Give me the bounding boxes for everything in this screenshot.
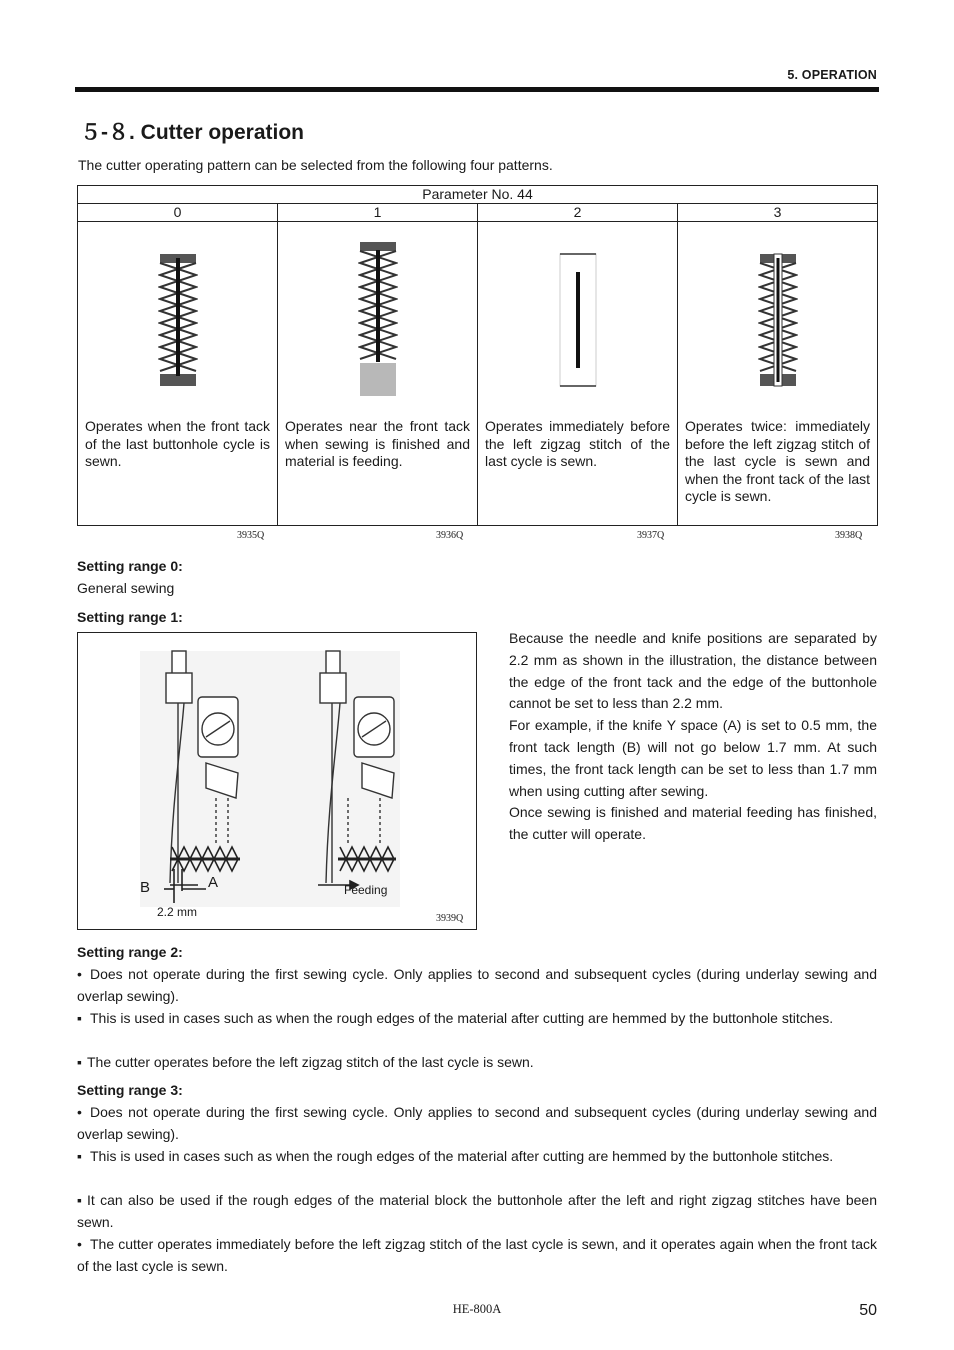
pattern-description: Operates when the front tack of the last buttonhole cycle is sewn. [85,418,270,470]
bullet-mark: ▪ [77,1148,82,1164]
list-item [77,1145,877,1167]
buttonhole-pattern-3-illustration [758,236,798,406]
bullet-text: Does not operate during the first sewing cycle. Only applies to second and subsequent cycles (during underlay sewing and overlap sewing). [77,1104,877,1142]
range1-heading: Setting range 1: [77,609,183,625]
header-rule [75,87,879,92]
section-title: ５-８. Cutter operation [80,121,304,144]
range2-heading: Setting range 2: [77,944,183,960]
figure-code: 3936Q [436,530,464,541]
page-number: 50 [859,1302,877,1319]
bullet-mark: ▪ [77,1054,82,1070]
pattern-description: Operates twice: immediately before the left zigzag stitch of the last cycle is sewn and when the front tack of the last cycle is sewn. [685,418,870,505]
list-item [77,963,877,1007]
range3-heading: Setting range 3: [77,1082,183,1098]
footer-model: HE-800A [452,1302,502,1316]
range0-text: General sewing [77,580,175,596]
intro-text: The cutter operating pattern can be selected from the following four patterns. [78,157,553,173]
figure-code: 3938Q [835,530,863,541]
list-item [77,1233,877,1277]
pattern-cell-3 [678,222,878,526]
buttonhole-pattern-2-illustration [558,236,598,406]
needle-knife-figure [77,632,477,930]
bullet-text: This is used in cases such as when the rough edges of the material after cutting are hemmed by the buttonhole stitches. [90,1148,834,1164]
pattern-description: Operates immediately before the left zigzag stitch of the last cycle is sewn. [485,418,670,470]
figure-code: 3935Q [237,530,265,541]
paragraph: For example, if the knife Y space (A) is set to 0.5 mm, the front tack length (B) will not go below 1.7 mm. At such times, the front tack length can be set to less than 1.7 mm when using cutting after sewing. [509,717,877,799]
bullet-text: The cutter operates immediately before the left zigzag stitch of the last cycle is sewn, and it operates again when the front tack of the last cycle is sewn. [77,1236,877,1274]
figure-code: 3937Q [637,530,665,541]
bullet-mark: ▪ [77,1010,82,1026]
bullet-text: The cutter operates before the left zigzag stitch of the last cycle is sewn. [87,1054,534,1070]
paragraph: Because the needle and knife positions are separated by 2.2 mm as shown in the illustration, the distance between the edge of the front tack and the edge of the buttonhole cannot be set to less than 2.2 mm. [509,630,877,712]
table-caption: Parameter No. 44 [78,186,878,204]
pattern-cell-2 [478,222,678,526]
label-b: B [140,879,151,896]
bullet-text: Does not operate during the first sewing cycle. Only applies to second and subsequent cycles (during underlay sewing and overlap sewing). [77,966,877,1004]
bullet-mark: ▪ [77,1192,82,1208]
running-header: 5. OPERATION [787,68,877,82]
buttonhole-pattern-1-illustration [358,236,398,406]
list-item [77,1051,877,1073]
pattern-cell-0 [78,222,278,526]
figure-code: 3939Q [436,913,464,924]
list-item [77,1101,877,1145]
label-a: A [208,874,219,891]
column-value: 2 [478,204,678,222]
column-value: 3 [678,204,878,222]
column-value: 1 [278,204,478,222]
label-dimension: 2.2 mm [157,905,198,919]
bullet-text: It can also be used if the rough edges of the material block the buttonhole after the left and right zigzag stitches have been sewn. [77,1192,877,1230]
needle-knife-illustration [78,633,476,929]
list-item [77,1007,877,1029]
pattern-cell-1 [278,222,478,526]
bullet-mark: • [77,1104,82,1120]
bullet-mark: • [77,1236,82,1252]
label-feeding: Feeding [344,883,388,897]
list-item [77,1189,877,1233]
column-value: 0 [78,204,278,222]
paragraph: Once sewing is finished and material feeding has finished, the cutter will operate. [509,804,877,843]
bullet-text: This is used in cases such as when the rough edges of the material after cutting are hemmed by the buttonhole stitches. [90,1010,834,1026]
parameter-table [77,185,878,526]
pattern-description: Operates near the front tack when sewing is finished and material is feeding. [285,418,470,470]
range0-heading: Setting range 0: [77,558,183,574]
bullet-mark: • [77,966,82,982]
buttonhole-pattern-0-illustration [158,236,198,406]
range1-explanation [509,628,877,846]
